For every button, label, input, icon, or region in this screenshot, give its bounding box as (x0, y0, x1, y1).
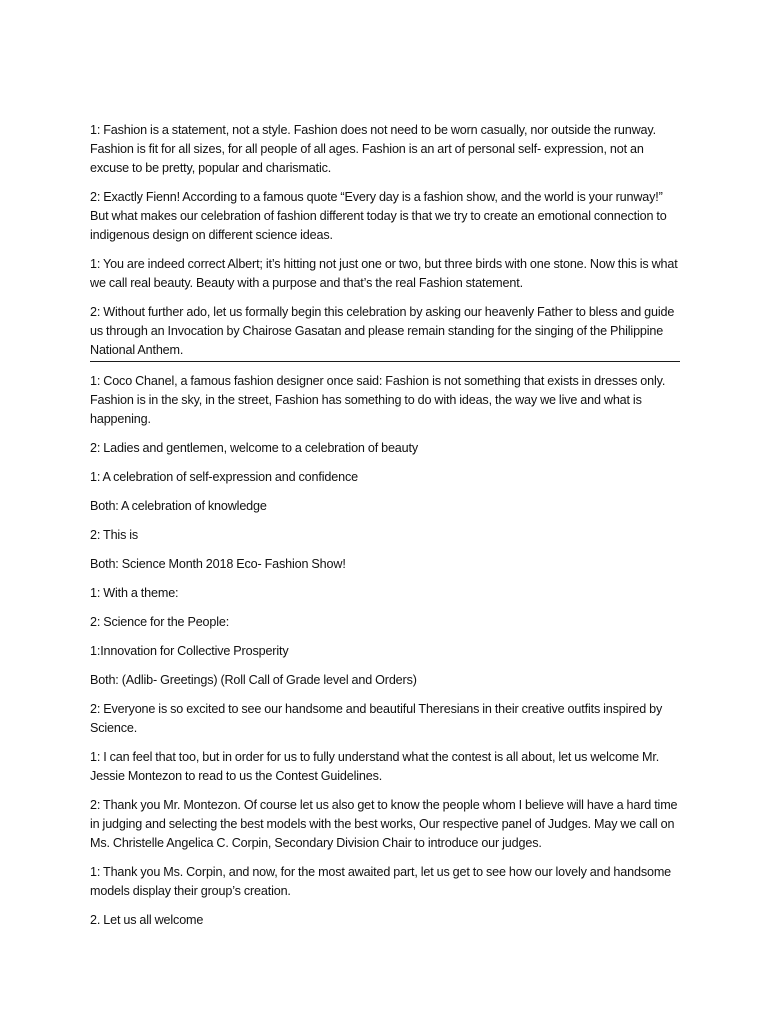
paragraph-show-title: Both: Science Month 2018 Eco- Fashion Show! (90, 557, 346, 571)
section-divider (90, 361, 680, 362)
paragraph-fashion-statement: 1: Fashion is a statement, not a style. Fashion does not need to be worn casually, nor outside the runway. Fashion is fit for all sizes, for all people of all ages. Fashion is an art of personal self- expression, not an excuse to be pretty, popular and charismatic. (90, 123, 656, 175)
paragraph-let-us-welcome: 2. Let us all welcome (90, 913, 204, 927)
paragraph-judges: 2: Thank you Mr. Montezon. Of course let us also get to know the people whom I believe will have a hard time in judging and selecting the best models with the best works, Our respective panel of Judges. May we call on Ms. Christelle Angelica C. Corpin, Secondary Division Chair to introduce our judges. (90, 798, 678, 850)
paragraph-coco-chanel: 1: Coco Chanel, a famous fashion designer once said: Fashion is not something that exists in dresses only. Fashion is in the sky, in the street, Fashion has something to do with ideas, the way we live and what is happening. (90, 374, 666, 426)
paragraph-adlib-greetings: Both: (Adlib- Greetings) (Roll Call of Grade level and Orders) (90, 673, 417, 687)
paragraph-models: 1: Thank you Ms. Corpin, and now, for the most awaited part, let us get to see how our lovely and handsome models display their group’s creation. (90, 865, 672, 898)
paragraph-invocation: 2: Without further ado, let us formally begin this celebration by asking our heavenly Father to bless and guide us through an Invocation by Chairose Gasatan and please remain standing for the singing of the Philippine National Anthem. (90, 305, 675, 357)
paragraph-this-is: 2: This is (90, 528, 139, 542)
paragraph-exactly-fienn: 2: Exactly Fienn! According to a famous quote “Every day is a fashion show, and the world is your runway!” But what makes our celebration of fashion different today is that we try to create an emotional connection to indigenous design on different science ideas. (90, 190, 667, 242)
paragraph-science-people: 2: Science for the People: (90, 615, 230, 629)
paragraph-with-theme: 1: With a theme: (90, 586, 179, 600)
paragraph-welcome-beauty: 2: Ladies and gentlemen, welcome to a celebration of beauty (90, 441, 419, 455)
paragraph-innovation: 1:Innovation for Collective Prosperity (90, 644, 289, 658)
paragraph-contest-guidelines: 1: I can feel that too, but in order for us to fully understand what the contest is all about, let us welcome Mr. Jessie Montezon to read to us the Contest Guidelines. (90, 750, 660, 783)
paragraph-self-expression: 1: A celebration of self-expression and confidence (90, 470, 358, 484)
paragraph-knowledge: Both: A celebration of knowledge (90, 499, 267, 513)
document-page (90, 121, 680, 940)
paragraph-theresians: 2: Everyone is so excited to see our handsome and beautiful Theresians in their creative outfits inspired by Science. (90, 702, 663, 735)
paragraph-correct-albert: 1: You are indeed correct Albert; it’s hitting not just one or two, but three birds with one stone. Now this is what we call real beauty. Beauty with a purpose and that’s the real Fashion statement. (90, 257, 678, 290)
